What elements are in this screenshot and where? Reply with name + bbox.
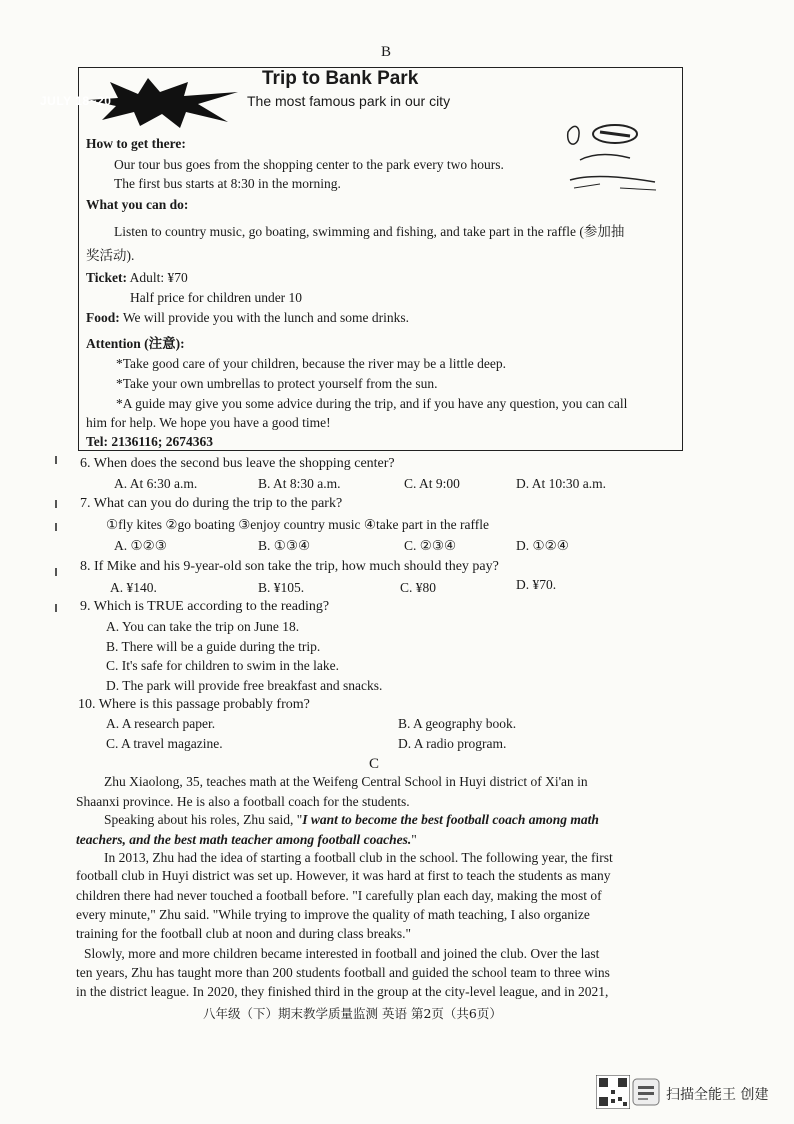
ticket-line: Ticket: Adult: ¥70 — [86, 270, 188, 285]
attention-2: *Take your own umbrellas to protect yourself from the sun. — [116, 376, 438, 391]
margin-mark — [55, 523, 57, 531]
how-line-1: Our tour bus goes from the shopping center to the park every two hours. — [114, 157, 504, 172]
passage-line: ten years, Zhu has taught more than 200 students football and guided the school team to three wins — [76, 965, 610, 980]
q8-option-b: B. ¥105. — [258, 580, 305, 595]
attention-4: him for help. We hope you have a good time! — [86, 415, 331, 430]
q10-option-d: D. A radio program. — [398, 736, 507, 751]
q9-option-c: C. It's safe for children to swim in the lake. — [106, 658, 340, 673]
scanner-watermark: 扫描全能王 创建 — [666, 1087, 769, 1103]
question-7: 7. What can you do during the trip to the park? — [80, 496, 343, 511]
passage-line: Zhu Xiaolong, 35, teaches math at the Weifeng Central School in Huyi district of Xi'an in — [104, 774, 588, 789]
q6-option-a: A. At 6:30 a.m. — [114, 476, 198, 491]
q7-option-a: A. ①②③ — [114, 538, 167, 553]
attention-1: *Take good care of your children, because the river may be a little deep. — [116, 356, 507, 371]
passage-line: In 2013, Zhu had the idea of starting a football club in the school. The following year, the first — [104, 850, 613, 865]
q8-option-d: D. ¥70. — [516, 577, 557, 592]
what-line-2: 奖活动). — [86, 248, 135, 263]
passage-line: in the district league. In 2020, they finished third in the group at the city-level league, and in 2021, — [76, 984, 609, 999]
passage-line: children there had never touched a football before. "I carefully plan each day, making the most of — [76, 888, 602, 903]
passage-quote-line: teachers, and the best math teacher among football coaches." — [76, 832, 417, 847]
date-badge-text: JULY 18~20 — [40, 94, 112, 108]
q7-option-c: C. ②③④ — [404, 538, 457, 553]
how-heading: How to get there: — [86, 136, 186, 151]
question-9: 9. Which is TRUE according to the reading? — [80, 599, 330, 614]
boat-illustration — [560, 118, 660, 198]
margin-mark — [55, 456, 57, 464]
passage-line: every minute," Zhu said. "While trying to improve the quality of math teaching, I also organize — [76, 907, 590, 922]
passage-line: training for the football club at noon and during class breaks." — [76, 926, 412, 941]
margin-mark — [55, 604, 57, 612]
q6-option-c: C. At 9:00 — [404, 476, 460, 491]
question-8: 8. If Mike and his 9-year-old son take the trip, how much should they pay? — [80, 559, 499, 574]
section-b-letter: B — [381, 44, 392, 60]
q10-option-a: A. A research paper. — [106, 716, 216, 731]
q6-option-d: D. At 10:30 a.m. — [516, 476, 606, 491]
tel-line: Tel: 2136116; 2674363 — [86, 434, 214, 449]
q7-option-d: D. ①②④ — [516, 538, 569, 553]
passage-line: football club in Huyi district was set up. However, it was hard at first to teach the students as many — [76, 868, 611, 883]
passage-quote-line: Speaking about his roles, Zhu said, "I want to become the best football coach among math — [104, 812, 599, 827]
camscanner-logo-icon — [632, 1078, 660, 1106]
passage-line: Slowly, more and more children became interested in football and joined the club. Over the last — [84, 946, 600, 961]
ad-subtitle: The most famous park in our city — [247, 93, 451, 109]
q8-option-c: C. ¥80 — [400, 580, 437, 595]
section-c-letter: C — [369, 756, 380, 772]
ad-title: Trip to Bank Park — [262, 68, 419, 89]
q7-option-b: B. ①③④ — [258, 538, 311, 553]
question-10: 10. Where is this passage probably from? — [78, 697, 310, 712]
attention-3: *A guide may give you some advice during the trip, and if you have any question, you can call — [116, 396, 628, 411]
qr-code-icon — [596, 1075, 630, 1109]
q9-option-d: D. The park will provide free breakfast and snacks. — [106, 678, 383, 693]
q10-option-b: B. A geography book. — [398, 716, 517, 731]
what-line-1: Listen to country music, go boating, swimming and fishing, and take part in the raffle (参加抽 — [114, 224, 625, 239]
food-line: Food: We will provide you with the lunch and some drinks. — [86, 310, 409, 325]
q7-items: ①fly kites ②go boating ③enjoy country music ④take part in the raffle — [106, 517, 489, 532]
ticket-children: Half price for children under 10 — [130, 290, 303, 305]
how-line-2: The first bus starts at 8:30 in the morning. — [114, 176, 341, 191]
attention-heading: Attention (注意): — [86, 336, 185, 351]
q8-option-a: A. ¥140. — [110, 580, 157, 595]
page-footer: 八年级（下）期末教学质量监测 英语 第2页（共6页） — [203, 1006, 502, 1021]
question-6: 6. When does the second bus leave the shopping center? — [80, 456, 395, 471]
what-heading: What you can do: — [86, 197, 189, 212]
margin-mark — [55, 568, 57, 576]
q10-option-c: C. A travel magazine. — [106, 736, 223, 751]
passage-line: Shaanxi province. He is also a football coach for the students. — [76, 794, 410, 809]
q6-option-b: B. At 8:30 a.m. — [258, 476, 341, 491]
margin-mark — [55, 500, 57, 508]
q9-option-b: B. There will be a guide during the trip. — [106, 639, 321, 654]
q9-option-a: A. You can take the trip on June 18. — [106, 619, 300, 634]
